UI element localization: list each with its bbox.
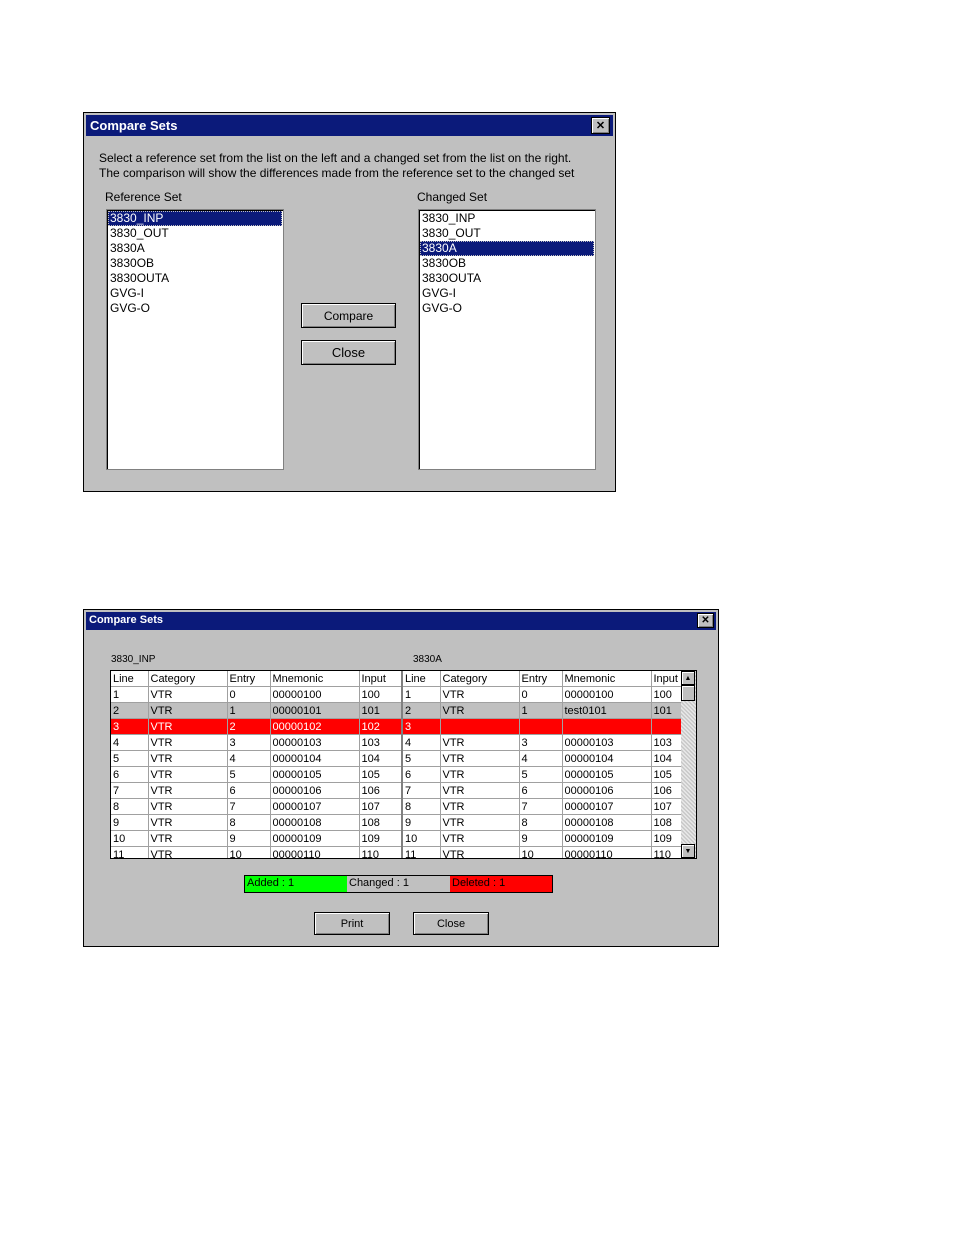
table-cell: 105: [359, 767, 401, 783]
table-cell: VTR: [148, 703, 227, 719]
table-cell: 109: [359, 831, 401, 847]
list-item[interactable]: 3830A: [420, 241, 594, 256]
table-cell: 00000105: [562, 767, 651, 783]
table-cell: 00000100: [562, 687, 651, 703]
table-row[interactable]: [403, 815, 681, 831]
table-row[interactable]: [403, 751, 681, 767]
table-cell: 3: [227, 735, 270, 751]
table-row[interactable]: [403, 767, 681, 783]
print-button[interactable]: [314, 912, 390, 935]
list-item[interactable]: GVG-I: [110, 286, 145, 300]
table-cell: 101: [651, 703, 681, 719]
table-cell: 1: [227, 703, 270, 719]
instructions-line-1: Select a reference set from the list on the left and a changed set from the list on the right.: [99, 151, 572, 165]
table-cell: 110: [651, 847, 681, 860]
table-cell: 7: [403, 783, 440, 799]
table-cell: 11: [403, 847, 440, 860]
table-cell: VTR: [440, 751, 519, 767]
close-icon[interactable]: ✕: [591, 117, 610, 134]
changed-set-label: Changed Set: [417, 190, 488, 204]
table-cell: 5: [111, 751, 148, 767]
dialog-title-bar[interactable]: [86, 612, 716, 630]
table-cell: VTR: [148, 687, 227, 703]
table-cell: 7: [227, 799, 270, 815]
instructions-line-2: The comparison will show the differences made from the reference set to the changed set: [99, 166, 575, 180]
table-cell: 106: [359, 783, 401, 799]
print-button-label: Print: [340, 917, 364, 930]
table-cell: 2: [227, 719, 270, 735]
table-row[interactable]: [111, 751, 401, 767]
table-cell: 8: [111, 799, 148, 815]
table-cell: 9: [111, 815, 148, 831]
table-cell: VTR: [440, 687, 519, 703]
table-cell: 104: [651, 751, 681, 767]
table-row[interactable]: [111, 735, 401, 751]
dialog-title: Compare Sets: [89, 614, 163, 626]
list-item[interactable]: 3830A: [110, 241, 145, 255]
table-cell: 108: [359, 815, 401, 831]
table-cell: 7: [519, 799, 562, 815]
table-cell: 00000101: [270, 703, 359, 719]
table-cell: 11: [111, 847, 148, 860]
table-cell: 5: [403, 751, 440, 767]
table-cell: 106: [651, 783, 681, 799]
table-cell: VTR: [440, 831, 519, 847]
column-header[interactable]: Category: [148, 671, 227, 687]
table-cell: [519, 719, 562, 735]
table-cell: 2: [403, 703, 440, 719]
table-cell: VTR: [440, 703, 519, 719]
table-row[interactable]: [403, 719, 681, 735]
compare-sets-dialog-results: [83, 609, 719, 947]
table-cell: 00000103: [562, 735, 651, 751]
table-cell: 100: [359, 687, 401, 703]
column-header[interactable]: Line: [403, 671, 440, 687]
table-cell: [651, 719, 681, 735]
table-row[interactable]: [111, 719, 401, 735]
list-item[interactable]: 3830OUTA: [110, 271, 170, 285]
table-cell: 109: [651, 831, 681, 847]
table-cell: 104: [359, 751, 401, 767]
table-header-row: [111, 671, 401, 687]
table-cell: 00000106: [270, 783, 359, 799]
table-cell: 00000107: [562, 799, 651, 815]
table-cell: 00000106: [562, 783, 651, 799]
table-cell: 00000108: [562, 815, 651, 831]
table-cell: 4: [403, 735, 440, 751]
table-cell: 8: [403, 799, 440, 815]
vertical-scrollbar[interactable]: [681, 671, 696, 858]
table-cell: VTR: [148, 783, 227, 799]
table-cell: 1: [403, 687, 440, 703]
column-header[interactable]: Input: [359, 671, 401, 687]
left-set-name: 3830_INP: [111, 654, 156, 665]
close-button-label: Close: [331, 345, 366, 360]
list-item[interactable]: 3830_INP: [422, 211, 476, 225]
dialog-title: Compare Sets: [90, 118, 178, 133]
legend-changed: Changed : 1: [347, 876, 450, 892]
table-cell: VTR: [148, 719, 227, 735]
table-cell: 00000109: [270, 831, 359, 847]
table-cell: 6: [519, 783, 562, 799]
table-row[interactable]: [403, 783, 681, 799]
list-item[interactable]: GVG-O: [422, 301, 463, 315]
column-header[interactable]: Entry: [519, 671, 562, 687]
table-row[interactable]: [403, 735, 681, 751]
list-item[interactable]: 3830OB: [422, 256, 467, 270]
difference-legend: [244, 875, 553, 893]
legend-deleted: Deleted : 1: [450, 876, 552, 892]
table-cell: 10: [403, 831, 440, 847]
table-cell: 00000108: [270, 815, 359, 831]
list-item[interactable]: 3830OUTA: [422, 271, 482, 285]
table-cell: 103: [359, 735, 401, 751]
list-item[interactable]: 3830_OUT: [422, 226, 481, 240]
table-cell: VTR: [440, 799, 519, 815]
list-item[interactable]: GVG-O: [110, 301, 151, 315]
table-cell: 00000104: [270, 751, 359, 767]
table-row[interactable]: [111, 799, 401, 815]
table-cell: 107: [359, 799, 401, 815]
table-cell: 10: [227, 847, 270, 860]
table-cell: VTR: [440, 847, 519, 860]
table-cell: 4: [227, 751, 270, 767]
table-header-row: [403, 671, 681, 687]
table-cell: VTR: [148, 831, 227, 847]
close-button[interactable]: [301, 340, 396, 365]
table-cell: 7: [111, 783, 148, 799]
table-cell: 4: [111, 735, 148, 751]
table-row[interactable]: [111, 783, 401, 799]
table-cell: 00000105: [270, 767, 359, 783]
legend-added: Added : 1: [245, 876, 347, 892]
table-cell: 3: [403, 719, 440, 735]
compare-button-label: Compare: [323, 308, 374, 323]
table-cell: 00000102: [270, 719, 359, 735]
table-cell: 00000103: [270, 735, 359, 751]
table-cell: 105: [651, 767, 681, 783]
close-button-label: Close: [436, 917, 466, 930]
table-row[interactable]: [403, 687, 681, 703]
table-cell: 107: [651, 799, 681, 815]
reference-set-label: Reference Set: [105, 190, 182, 204]
table-cell: 110: [359, 847, 401, 860]
table-cell: VTR: [440, 783, 519, 799]
compare-button[interactable]: [301, 303, 396, 328]
table-cell: VTR: [148, 751, 227, 767]
table-cell: VTR: [148, 799, 227, 815]
table-row[interactable]: [111, 687, 401, 703]
column-header[interactable]: Input: [651, 671, 681, 687]
table-cell: 1: [519, 703, 562, 719]
table-cell: VTR: [440, 815, 519, 831]
changed-set-list[interactable]: [418, 209, 596, 470]
table-cell: 103: [651, 735, 681, 751]
table-cell: [440, 719, 519, 735]
table-cell: 5: [227, 767, 270, 783]
table-cell: 00000110: [270, 847, 359, 860]
reference-set-list[interactable]: [106, 209, 284, 470]
table-cell: 9: [403, 815, 440, 831]
close-button[interactable]: [413, 912, 489, 935]
table-row[interactable]: [111, 703, 401, 719]
column-header[interactable]: Line: [111, 671, 148, 687]
column-header[interactable]: Mnemonic: [562, 671, 651, 687]
comparison-grid-frame: [110, 670, 697, 859]
table-cell: 101: [359, 703, 401, 719]
table-cell: 1: [111, 687, 148, 703]
scroll-down-icon[interactable]: ▼: [681, 844, 695, 858]
scroll-up-icon[interactable]: ▲: [681, 671, 695, 685]
table-cell: 4: [519, 751, 562, 767]
column-header[interactable]: Category: [440, 671, 519, 687]
table-cell: 0: [227, 687, 270, 703]
table-cell: 8: [227, 815, 270, 831]
right-set-name: 3830A: [413, 654, 442, 665]
table-cell: 00000109: [562, 831, 651, 847]
table-cell: 10: [519, 847, 562, 860]
list-item[interactable]: GVG-I: [422, 286, 457, 300]
list-item[interactable]: 3830OB: [110, 256, 155, 270]
table-cell: 00000100: [270, 687, 359, 703]
table-row[interactable]: [111, 831, 401, 847]
reference-table[interactable]: [111, 671, 402, 859]
table-cell: 3: [519, 735, 562, 751]
table-row[interactable]: [403, 703, 681, 719]
table-cell: VTR: [440, 735, 519, 751]
table-cell: 00000104: [562, 751, 651, 767]
table-cell: 00000110: [562, 847, 651, 860]
table-cell: 6: [227, 783, 270, 799]
dialog-title-bar[interactable]: [86, 115, 613, 136]
table-cell: 100: [651, 687, 681, 703]
table-cell: VTR: [148, 847, 227, 860]
table-cell: [562, 719, 651, 735]
table-cell: 102: [359, 719, 401, 735]
table-cell: VTR: [148, 815, 227, 831]
list-item[interactable]: 3830_OUT: [110, 226, 169, 240]
compare-sets-dialog-select: [83, 112, 616, 492]
table-cell: 8: [519, 815, 562, 831]
table-row[interactable]: [403, 847, 681, 860]
table-cell: 6: [111, 767, 148, 783]
table-cell: VTR: [440, 767, 519, 783]
scroll-thumb[interactable]: [681, 685, 695, 701]
table-row[interactable]: [111, 815, 401, 831]
table-row[interactable]: [403, 831, 681, 847]
table-cell: 108: [651, 815, 681, 831]
table-cell: 5: [519, 767, 562, 783]
list-item[interactable]: 3830_INP: [108, 211, 282, 226]
table-cell: 6: [403, 767, 440, 783]
table-cell: 00000107: [270, 799, 359, 815]
table-cell: 0: [519, 687, 562, 703]
table-cell: 10: [111, 831, 148, 847]
table-row[interactable]: [403, 799, 681, 815]
table-row[interactable]: [111, 847, 401, 860]
changed-table[interactable]: [403, 671, 682, 859]
table-cell: VTR: [148, 735, 227, 751]
close-icon[interactable]: ✕: [697, 613, 714, 628]
column-header[interactable]: Mnemonic: [270, 671, 359, 687]
column-header[interactable]: Entry: [227, 671, 270, 687]
table-cell: 9: [227, 831, 270, 847]
table-row[interactable]: [111, 767, 401, 783]
table-cell: test0101: [562, 703, 651, 719]
table-cell: 3: [111, 719, 148, 735]
table-cell: 2: [111, 703, 148, 719]
table-cell: VTR: [148, 767, 227, 783]
table-cell: 9: [519, 831, 562, 847]
